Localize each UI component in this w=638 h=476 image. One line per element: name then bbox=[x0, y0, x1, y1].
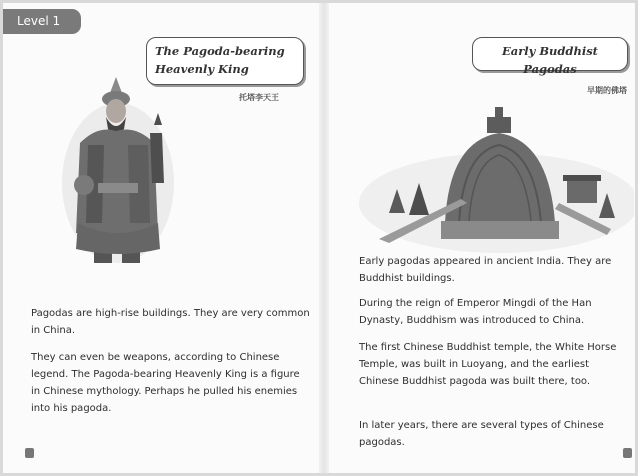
right-paragraph-3: The first Chinese Buddhist temple, the White Horse Temple, was built in Luoyang, and the earliest Chinese Buddhist pagoda was built there, too. bbox=[359, 342, 617, 387]
page-number-marker-icon bbox=[25, 448, 34, 458]
right-paragraph-4: In later years, there are several types of Chinese pagodas. bbox=[359, 420, 604, 448]
page-number-marker-icon bbox=[623, 448, 632, 458]
left-chinese-subtitle: 托塔李天王 bbox=[239, 93, 279, 102]
right-paragraph-1: Early pagodas appeared in ancient India. They are Buddhist buildings. bbox=[359, 256, 612, 284]
book-spread bbox=[3, 3, 635, 473]
left-title-line-2: Heavenly King bbox=[155, 62, 249, 76]
book-gutter bbox=[319, 3, 329, 473]
level-badge: Level 1 bbox=[3, 9, 81, 34]
left-paragraph-1: Pagodas are high-rise buildings. They are very common in China. bbox=[31, 308, 310, 336]
right-paragraph-2: During the reign of Emperor Mingdi of the Han Dynasty, Buddhism was introduced to China. bbox=[359, 298, 592, 326]
stupa-pagoda-illustration bbox=[349, 103, 634, 253]
right-page bbox=[329, 3, 635, 473]
right-page-title: Early Buddhist Pagodas bbox=[472, 37, 628, 71]
left-page bbox=[3, 3, 319, 473]
heavenly-king-illustration bbox=[58, 73, 178, 273]
left-paragraph-2: They can even be weapons, according to Chinese legend. The Pagoda-bearing Heavenly King is a figure in Chinese mythology. Perhaps he pulled his enemies into his pagoda. bbox=[31, 352, 300, 414]
left-title-line-1: The Pagoda-bearing bbox=[155, 44, 285, 58]
right-chinese-subtitle: 早期的佛塔 bbox=[587, 86, 627, 95]
